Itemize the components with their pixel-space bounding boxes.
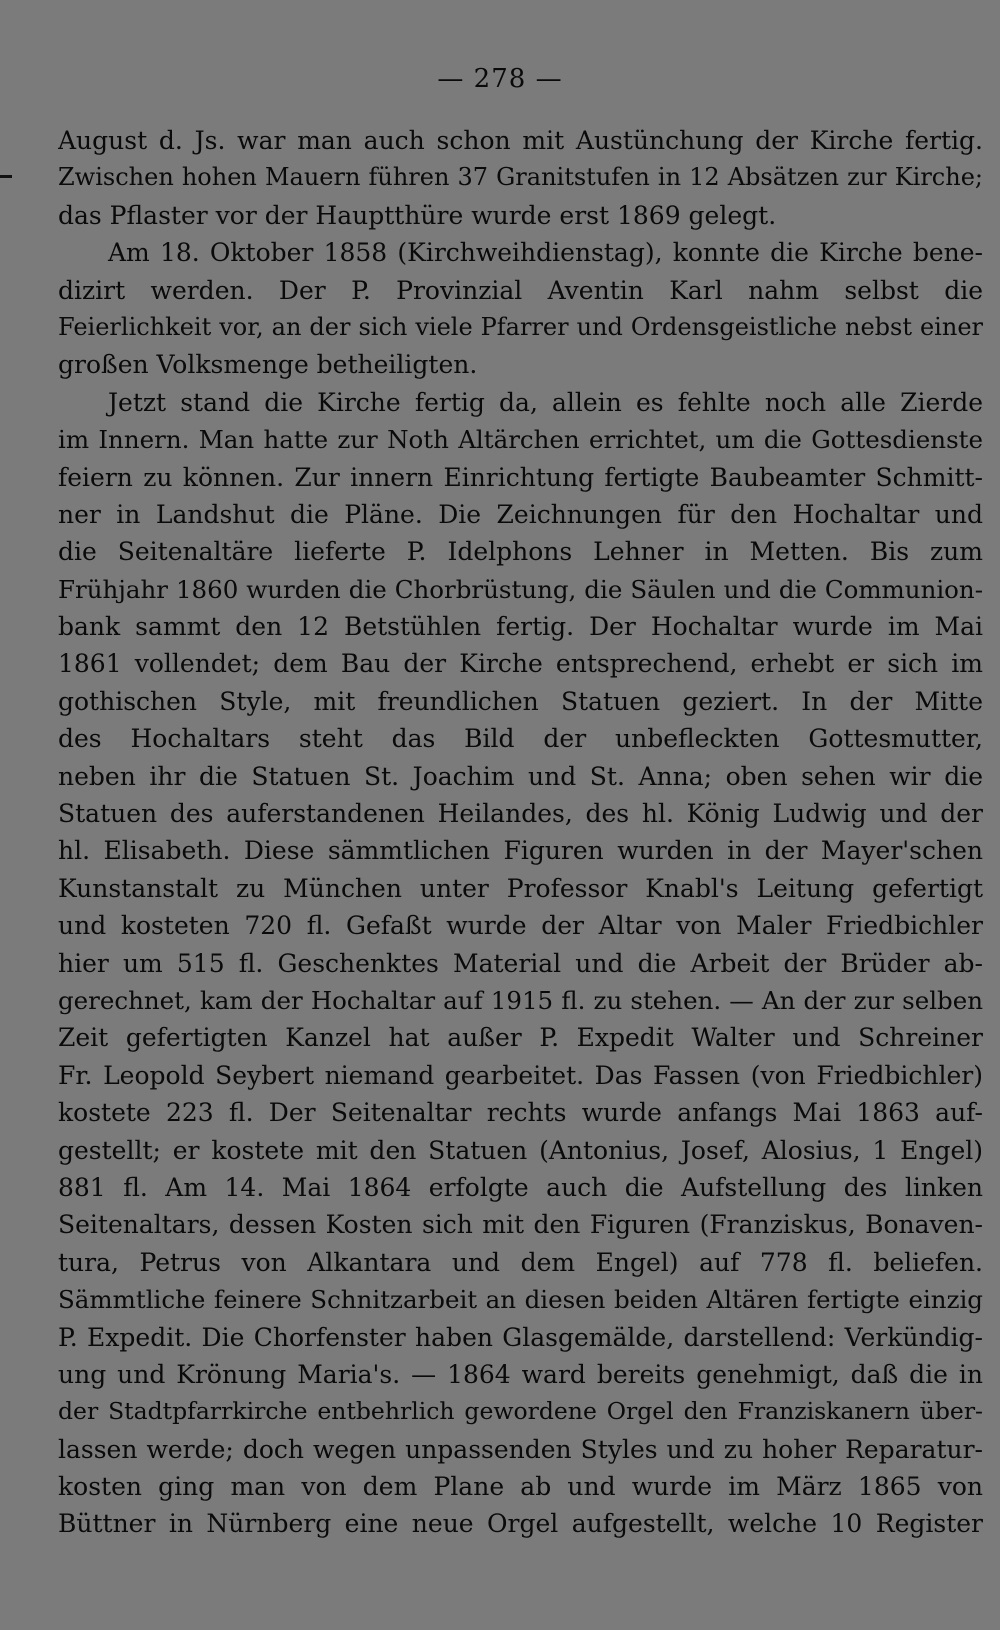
text-line: Fr. Leopold Seybert niemand gearbeitet. Das Fassen (von Friedbichler) [58,1060,983,1090]
text-line: Am 18. Oktober 1858 (Kirchweihdienstag), konnte die Kirche bene- [108,238,983,268]
text-line: Seitenaltars, dessen Kosten sich mit den Figuren (Franziskus, Bonaven- [58,1210,983,1240]
body-text [58,122,983,1543]
text-line: feiern zu können. Zur innern Einrichtung fertigte Baubeamter Schmitt- [58,462,983,492]
text-line: Kunstanstalt zu München unter Professor Knabl's Leitung gefertigt [58,873,983,903]
text-line: tura, Petrus von Alkantara und dem Engel) auf 778 fl. beliefen. [58,1247,983,1277]
text-line: Büttner in Nürnberg eine neue Orgel aufgestellt, welche 10 Register [58,1509,983,1539]
text-line: großen Volksmenge betheiligten. [58,350,478,380]
text-line: lassen werde; doch wegen unpassenden Styles und zu hoher Reparatur- [58,1434,983,1464]
page-number: — 278 — [437,64,563,94]
text-line: hier um 515 fl. Geschenktes Material und die Arbeit der Brüder ab- [58,948,983,978]
text-line: ner in Landshut die Pläne. Die Zeichnungen für den Hochaltar und [58,499,983,529]
text-line: Jetzt stand die Kirche fertig da, allein es fehlte noch alle Zierde [108,387,983,417]
text-line: hl. Elisabeth. Diese sämmtlichen Figuren wurden in der Mayer'schen [58,836,983,866]
text-line: der Stadtpfarrkirche entbehrlich gewordene Orgel den Franziskanern über- [58,1397,983,1426]
text-line: 881 fl. Am 14. Mai 1864 erfolgte auch die Aufstellung des linken [58,1172,983,1202]
text-line: dizirt werden. Der P. Provinzial Aventin Karl nahm selbst die [58,275,983,305]
text-line: im Innern. Man hatte zur Noth Altärchen errichtet, um die Gottesdienste [58,425,983,455]
text-line: ung und Krönung Maria's. — 1864 ward bereits genehmigt, daß die in [58,1359,983,1389]
text-line: Feierlichkeit vor, an der sich viele Pfarrer und Ordensgeistliche nebst einer [58,312,983,341]
text-line: kosten ging man von dem Plane ab und wurde im März 1865 von [58,1472,983,1502]
margin-mark [0,175,12,178]
text-line: gerechnet, kam der Hochaltar auf 1915 fl. zu stehen. — An der zur selben [58,985,983,1015]
text-line: August d. Js. war man auch schon mit Austünchung der Kirche fertig. [58,126,983,155]
text-line: die Seitenaltäre lieferte P. Idelphons Lehner in Metten. Bis zum [58,537,983,567]
text-line: kostete 223 fl. Der Seitenaltar rechts wurde anfangs Mai 1863 auf- [58,1098,983,1128]
text-line: neben ihr die Statuen St. Joachim und St. Anna; oben sehen wir die [58,761,983,791]
text-line: des Hochaltars steht das Bild der unbefleckten Gottesmutter, [58,724,983,754]
text-line: Statuen des auferstandenen Heilandes, des hl. König Ludwig und der [58,799,983,829]
text-line: Zwischen hohen Mauern führen 37 Granitstufen in 12 Absätzen zur Kirche; [58,163,983,192]
text-line: gothischen Style, mit freundlichen Statuen geziert. In der Mitte [58,686,983,716]
text-line: 1861 vollendet; dem Bau der Kirche entsprechend, erhebt er sich im [58,649,983,679]
text-line: und kosteten 720 fl. Gefaßt wurde der Altar von Maler Friedbichler [58,911,983,941]
text-line: Frühjahr 1860 wurden die Chorbrüstung, die Säulen und die Communion- [58,574,983,604]
text-line: Sämmtliche feinere Schnitzarbeit an diesen beiden Altären fertigte einzig [58,1285,983,1315]
text-line: P. Expedit. Die Chorfenster haben Glasgemälde, darstellend: Verkündig- [58,1322,983,1352]
text-line: Zeit gefertigten Kanzel hat außer P. Expedit Walter und Schreiner [58,1023,983,1053]
text-line: gestellt; er kostete mit den Statuen (Antonius, Josef, Alosius, 1 Engel) [58,1135,983,1165]
text-line: das Pflaster vor der Hauptthüre wurde erst 1869 gelegt. [58,200,777,230]
text-line: bank sammt den 12 Betstühlen fertig. Der Hochaltar wurde im Mai [58,612,983,642]
